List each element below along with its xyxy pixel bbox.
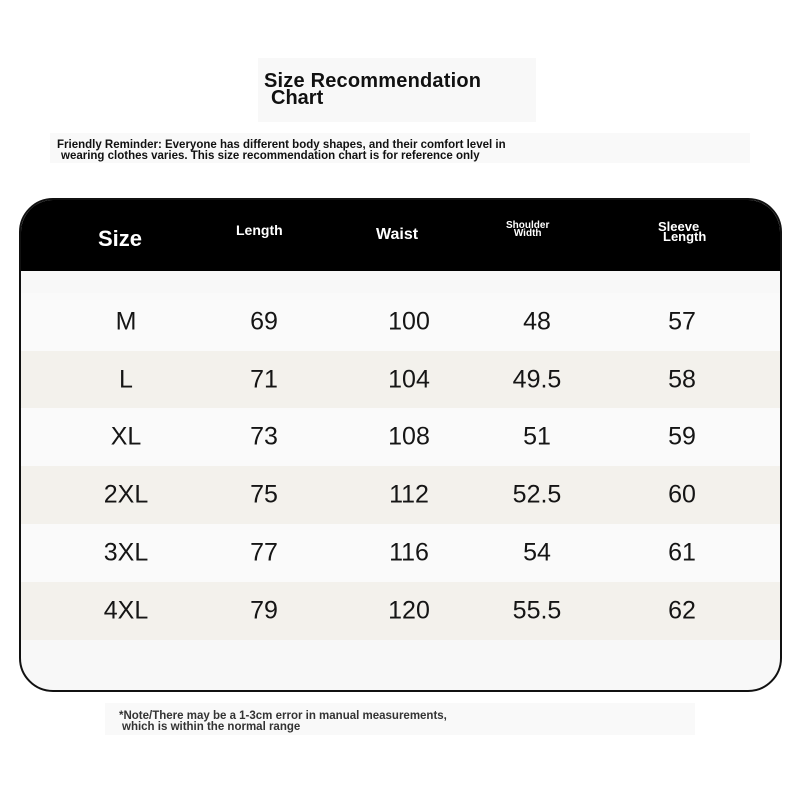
cell-sleeve: 62 — [668, 596, 696, 625]
cell-size: 2XL — [103, 480, 149, 509]
cell-shoulder: 48 — [523, 307, 551, 336]
reminder-text-line2: wearing clothes varies. This size recommendation chart is for reference only — [61, 150, 480, 162]
cell-length: 79 — [250, 596, 278, 625]
cell-waist: 112 — [389, 480, 429, 509]
table-header-row — [21, 200, 780, 271]
header-length: Length — [236, 222, 283, 238]
cell-waist: 120 — [388, 596, 430, 625]
cell-size: XL — [110, 422, 142, 451]
table-row — [21, 582, 780, 640]
cell-length: 71 — [250, 365, 278, 394]
cell-sleeve: 61 — [668, 538, 696, 567]
header-sleeve-line2: Length — [663, 229, 707, 244]
header-waist: Waist — [376, 226, 419, 243]
cell-size: 3XL — [103, 538, 149, 567]
cell-size: L — [119, 365, 133, 394]
cell-sleeve: 59 — [668, 422, 696, 451]
header-shoulder-line1: Shoulder — [506, 220, 550, 231]
header-size: Size — [98, 226, 143, 251]
cell-waist: 108 — [388, 422, 430, 451]
cell-size: M — [115, 307, 137, 336]
cell-length: 69 — [250, 307, 278, 336]
cell-shoulder: 51 — [523, 422, 551, 451]
cell-sleeve: 60 — [668, 480, 696, 509]
table-row — [21, 466, 780, 524]
cell-shoulder: 49.5 — [512, 365, 562, 394]
cell-size: 4XL — [103, 596, 149, 625]
note-text-line1: *Note/There may be a 1-3cm error in manual measurements, — [119, 710, 447, 722]
page-title-line1: Size Recommendation — [264, 70, 482, 92]
reminder-text-line1: Friendly Reminder: Everyone has different body shapes, and their comfort level in — [57, 139, 506, 151]
size-table — [19, 198, 782, 692]
cell-sleeve: 57 — [668, 307, 696, 336]
cell-waist: 104 — [388, 365, 430, 394]
header-sleeve-line1: Sleeve — [658, 219, 700, 234]
header-shoulder-line2: Width — [513, 228, 542, 239]
cell-length: 73 — [250, 422, 278, 451]
cell-waist: 100 — [388, 307, 430, 336]
cell-shoulder: 54 — [523, 538, 551, 567]
header-shoulder-width — [506, 222, 549, 238]
cell-length: 77 — [250, 538, 278, 567]
cell-length: 75 — [250, 480, 278, 509]
cell-waist: 116 — [389, 538, 429, 567]
cell-shoulder: 52.5 — [512, 480, 562, 509]
table-row — [21, 293, 780, 351]
cell-sleeve: 58 — [668, 365, 696, 394]
page-title-line2: Chart — [271, 87, 324, 109]
header-sleeve-length — [658, 219, 707, 244]
table-row — [21, 351, 780, 409]
cell-shoulder: 55.5 — [512, 596, 562, 625]
table-row — [21, 524, 780, 582]
note-text-line2: which is within the normal range — [122, 721, 301, 733]
table-row — [21, 408, 780, 466]
